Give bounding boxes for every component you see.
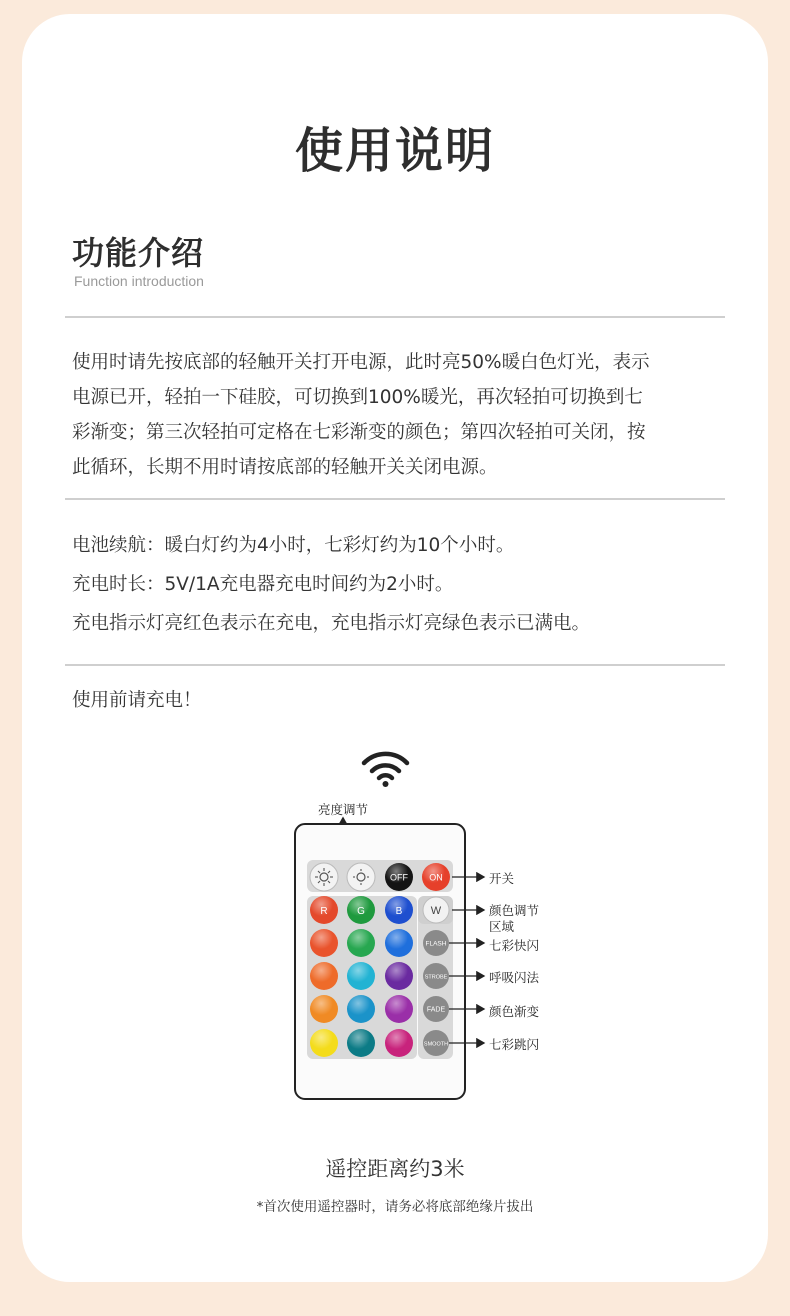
w-label: W: [430, 905, 442, 917]
remote-distance: 遥控距离约3米: [325, 1157, 465, 1181]
color-button[interactable]: [385, 896, 413, 924]
brightness-up-button[interactable]: [310, 863, 338, 891]
color-area-callout-2: 区域: [489, 919, 515, 934]
charge-time-text: 充电时长：5V/1A充电器充电时间约为2小时。: [72, 574, 454, 595]
section-subtitle: Function introduction: [74, 273, 204, 289]
fade-label: FADE: [426, 1006, 446, 1014]
usage-line: 使用时请先按底部的轻触开关打开电源，此时亮50%暖白色灯光，表示: [72, 352, 650, 373]
off-button[interactable]: [385, 863, 413, 891]
strobe-callout: 呼吸闪法: [489, 970, 540, 985]
color-button[interactable]: [347, 962, 375, 990]
color-button[interactable]: [347, 929, 375, 957]
color-button[interactable]: [347, 1029, 375, 1057]
page-title: 使用说明: [294, 123, 495, 179]
flash-callout: 七彩快闪: [489, 938, 540, 953]
fade-callout: 颜色渐变: [489, 1004, 540, 1019]
smooth-label: SMOOTH: [423, 1041, 449, 1048]
color-area-callout: 颜色调节: [489, 903, 540, 918]
white-button[interactable]: [423, 897, 449, 923]
color-button[interactable]: [385, 995, 413, 1023]
usage-line: 电源已开，轻拍一下硅胶，可切换到100%暖光，再次轻拍可切换到七: [72, 387, 643, 408]
color-button[interactable]: [310, 896, 338, 924]
usage-line: 彩渐变；第三次轻拍可定格在七彩渐变的颜色；第四次轻拍可关闭，按: [72, 422, 646, 443]
smooth-callout: 七彩跳闪: [489, 1037, 540, 1052]
color-button[interactable]: [310, 962, 338, 990]
remote-first-use-note: *首次使用遥控器时，请务必将底部绝缘片拔出: [256, 1199, 534, 1215]
color-button[interactable]: [385, 929, 413, 957]
flash-label: FLASH: [425, 940, 447, 948]
color-button-grid: [310, 896, 413, 1057]
smooth-button[interactable]: [423, 1030, 449, 1056]
power-callout: 开关: [489, 871, 515, 886]
color-letter-label: G: [357, 906, 365, 917]
wifi-signal-icon: [364, 754, 407, 787]
brightness-callout: 亮度调节: [318, 802, 369, 817]
charge-note: 使用前请充电！: [72, 690, 202, 711]
charge-indicator-text: 充电指示灯亮红色表示在充电，充电指示灯亮绿色表示已满电。: [72, 613, 591, 634]
brightness-down-button[interactable]: [347, 863, 375, 891]
color-button[interactable]: [385, 962, 413, 990]
color-button[interactable]: [347, 896, 375, 924]
color-button[interactable]: [310, 929, 338, 957]
usage-line: 此循环，长期不用时请按底部的轻触开关关闭电源。: [72, 457, 498, 478]
fade-button[interactable]: [423, 996, 449, 1022]
color-button[interactable]: [347, 995, 375, 1023]
strobe-button[interactable]: [423, 963, 449, 989]
color-button[interactable]: [385, 1029, 413, 1057]
strobe-label: STROBE: [424, 974, 448, 981]
section-title: 功能介绍: [72, 234, 205, 272]
color-button[interactable]: [310, 995, 338, 1023]
battery-life-text: 电池续航：暖白灯约为4小时，七彩灯约为10个小时。: [72, 535, 515, 556]
off-label: OFF: [390, 872, 408, 883]
color-letter-label: B: [395, 906, 403, 917]
on-label: ON: [429, 872, 443, 883]
color-button[interactable]: [310, 1029, 338, 1057]
flash-button[interactable]: [423, 930, 449, 956]
on-button[interactable]: [422, 863, 450, 891]
color-letter-label: R: [320, 906, 328, 917]
